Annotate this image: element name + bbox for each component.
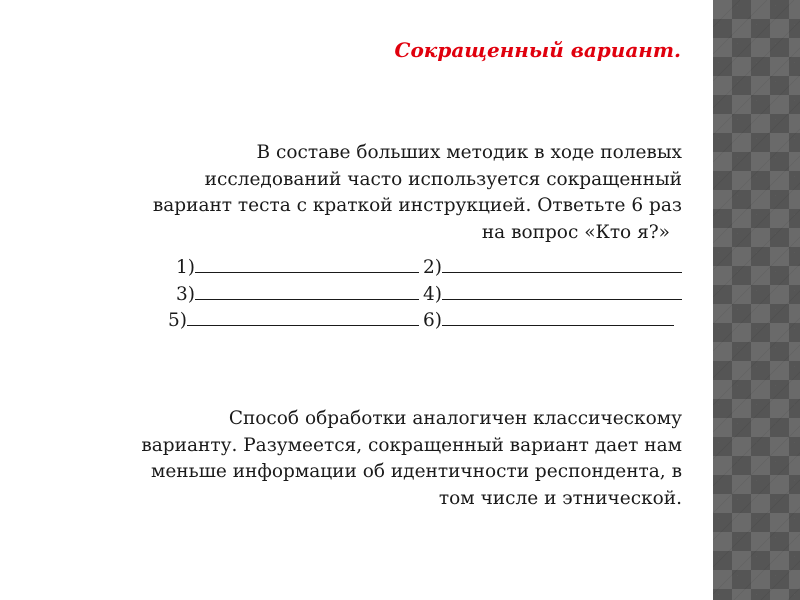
diamond-pattern bbox=[713, 0, 800, 600]
answer-blank-6 bbox=[423, 308, 674, 335]
answer-blank-2 bbox=[423, 255, 682, 282]
blank-row bbox=[122, 282, 682, 309]
answer-blank-4 bbox=[423, 282, 682, 309]
blank-label: 3) bbox=[176, 283, 195, 305]
slide-title: Сокращенный вариант. bbox=[394, 38, 681, 62]
blank-label: 4) bbox=[423, 283, 442, 305]
intro-line: на вопрос «Кто я?» bbox=[481, 221, 670, 243]
blank-line bbox=[195, 255, 419, 273]
decorative-sidebar bbox=[713, 0, 800, 600]
intro-paragraph bbox=[22, 140, 682, 246]
conclusion-line: Способ обработки аналогичен классическому bbox=[228, 408, 682, 429]
blank-label: 2) bbox=[423, 257, 442, 278]
blank-label: 6) bbox=[423, 310, 442, 331]
answer-blanks bbox=[122, 255, 682, 335]
conclusion-line: меньше информации об идентичности респондента, в bbox=[150, 461, 682, 482]
blank-label: 5) bbox=[168, 310, 187, 331]
blank-line bbox=[442, 308, 674, 326]
answer-blank-3 bbox=[176, 282, 423, 309]
blank-line bbox=[187, 308, 419, 326]
blank-label: 1) bbox=[176, 257, 195, 278]
answer-blank-5 bbox=[168, 308, 423, 335]
answer-blank-1 bbox=[176, 255, 423, 282]
blank-line bbox=[442, 282, 682, 300]
blank-line bbox=[442, 255, 682, 273]
blank-line bbox=[195, 282, 419, 300]
conclusion-line: варианту. Разумеется, сокращенный вариант дает нам bbox=[141, 434, 682, 456]
blank-row bbox=[122, 308, 682, 335]
intro-line: В составе больших методик в ходе полевых bbox=[256, 142, 682, 163]
conclusion-paragraph bbox=[22, 406, 682, 512]
blank-row bbox=[122, 255, 682, 282]
intro-line: вариант теста с краткой инструкцией. Ответьте 6 раз bbox=[152, 195, 682, 216]
intro-line: исследований часто используется сокращенный bbox=[204, 168, 682, 190]
conclusion-line: том числе и этнической. bbox=[438, 487, 682, 509]
